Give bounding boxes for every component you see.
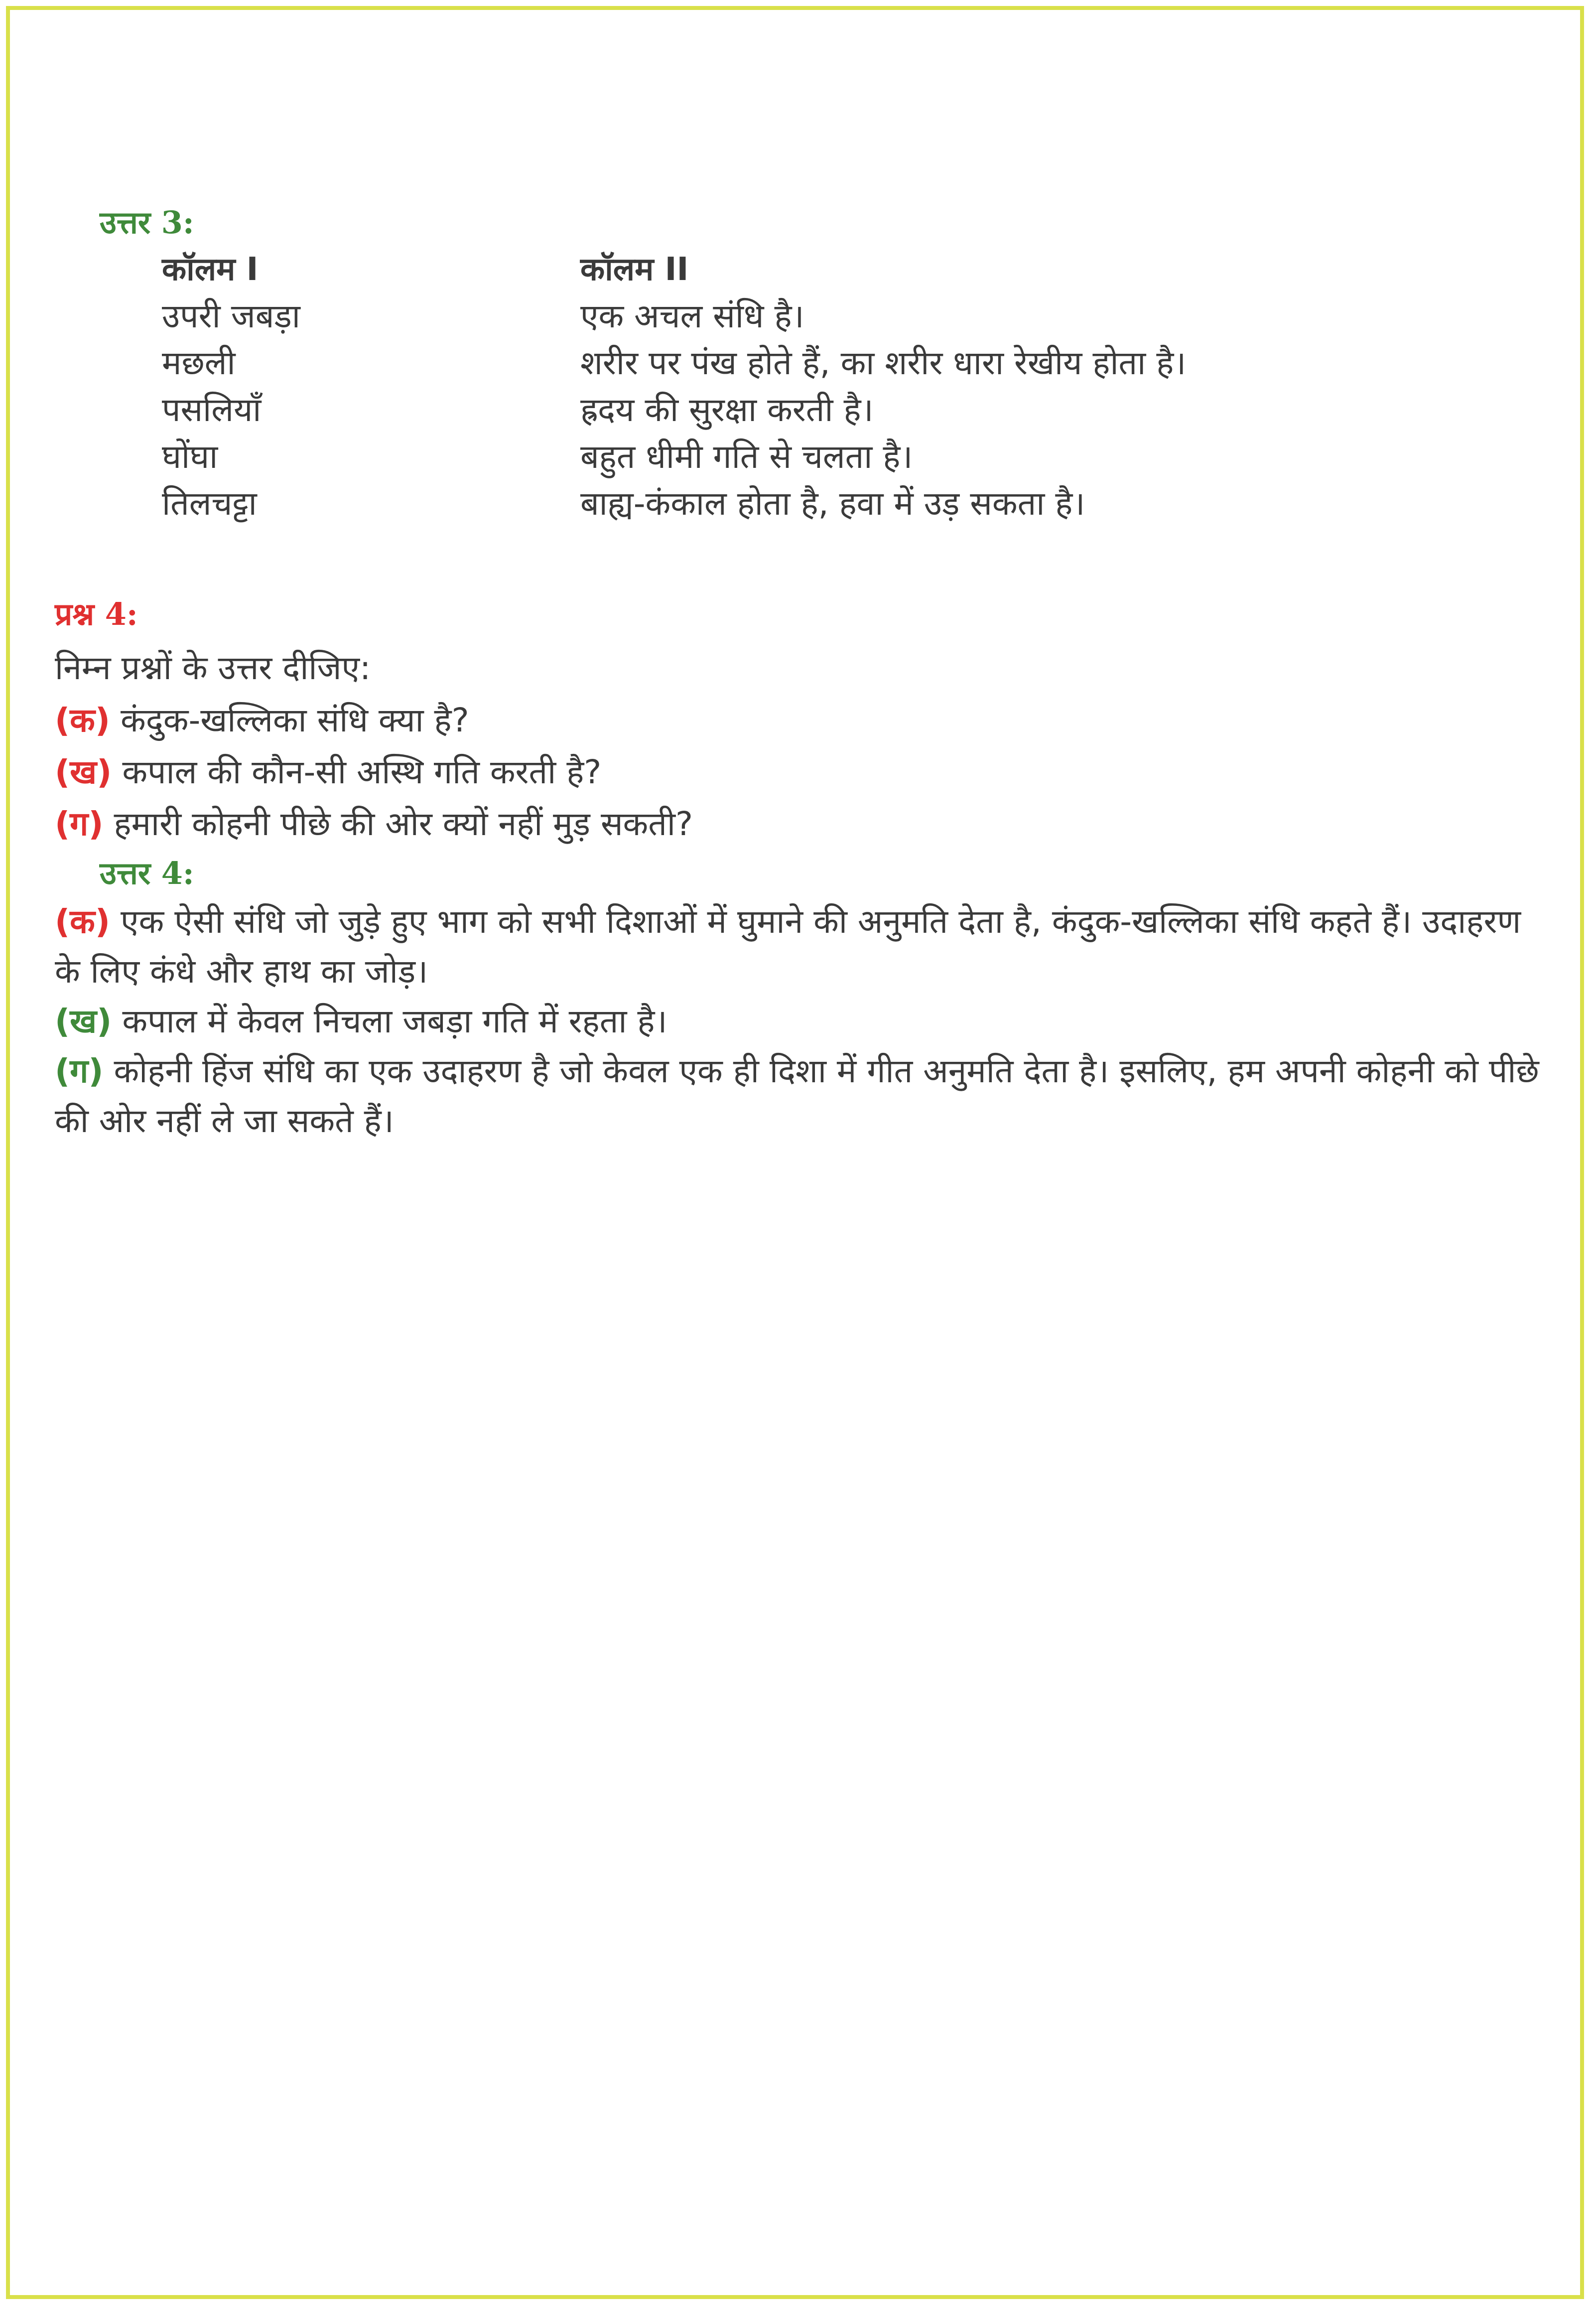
table-cell: तिलचट्टा bbox=[162, 484, 257, 523]
table-row bbox=[162, 293, 1186, 340]
question-item bbox=[55, 746, 1544, 798]
column-1-header: कॉलम I bbox=[162, 251, 259, 288]
table-cell: पसलियाँ bbox=[162, 391, 262, 429]
table-cell: बाह्य-कंकाल होता है, हवा में उड़ सकता है। bbox=[580, 484, 1085, 523]
answer-text: एक ऐसी संधि जो जुड़े हुए भाग को सभी दिशाओं में घुमाने की अनुमति देता है, कंदुक-खल्लिका संधि कहते हैं। उदाहरण के लिए कंधे और हाथ का जोड़। bbox=[55, 902, 1521, 991]
question-marker: (ख) bbox=[55, 753, 112, 791]
table-cell: घोंघा bbox=[162, 437, 218, 476]
table-cell: मछली bbox=[162, 344, 236, 382]
answer-text: कोहनी हिंज संधि का एक उदाहरण है जो केवल एक ही दिशा में गीत अनुमति देता है। इसलिए, हम अपनी कोहनी को पीछे की ओर नहीं ले जा सकते हैं। bbox=[55, 1052, 1539, 1140]
question-marker: (क) bbox=[55, 701, 111, 739]
table-cell: एक अचल संधि है। bbox=[580, 297, 804, 335]
question-text: कंदुक-खल्लिका संधि क्या है? bbox=[121, 701, 469, 739]
question-text: कपाल की कौन-सी अस्थि गति करती है? bbox=[122, 753, 602, 791]
table-row bbox=[162, 480, 1186, 527]
answer-4-heading: उत्तर 4: bbox=[100, 855, 194, 891]
table-cell: उपरी जबड़ा bbox=[162, 297, 300, 335]
match-table bbox=[162, 246, 1186, 527]
answer-text: कपाल में केवल निचला जबड़ा गति में रहता है। bbox=[122, 1002, 667, 1040]
document-content bbox=[55, 199, 1544, 1146]
table-row bbox=[162, 387, 1186, 433]
match-table-header-row bbox=[162, 246, 1186, 293]
answer-marker: (क) bbox=[55, 902, 111, 941]
answer-3-heading: उत्तर 3: bbox=[100, 204, 194, 241]
column-2-header: कॉलम II bbox=[580, 251, 689, 288]
question-text: हमारी कोहनी पीछे की ओर क्यों नहीं मुड़ सकती? bbox=[114, 805, 693, 843]
answer-marker: (ग) bbox=[55, 1052, 104, 1090]
question-item bbox=[55, 695, 1544, 746]
answer-item bbox=[55, 997, 1544, 1046]
question-4-heading: प्रश्न 4: bbox=[55, 596, 138, 632]
question-marker: (ग) bbox=[55, 805, 104, 843]
question-item bbox=[55, 798, 1544, 850]
answer-item bbox=[55, 1046, 1544, 1146]
answer-item bbox=[55, 897, 1544, 997]
table-row bbox=[162, 340, 1186, 387]
table-cell: शरीर पर पंख होते हैं, का शरीर धारा रेखीय होता है। bbox=[580, 344, 1187, 382]
table-row bbox=[162, 433, 1186, 480]
table-cell: बहुत धीमी गति से चलता है। bbox=[580, 437, 913, 476]
table-cell: ह्रदय की सुरक्षा करती है। bbox=[580, 391, 874, 429]
answer-marker: (ख) bbox=[55, 1002, 112, 1040]
section-spacer bbox=[55, 527, 1544, 587]
question-4-intro: निम्न प्रश्नों के उत्तर दीजिए: bbox=[55, 649, 371, 687]
